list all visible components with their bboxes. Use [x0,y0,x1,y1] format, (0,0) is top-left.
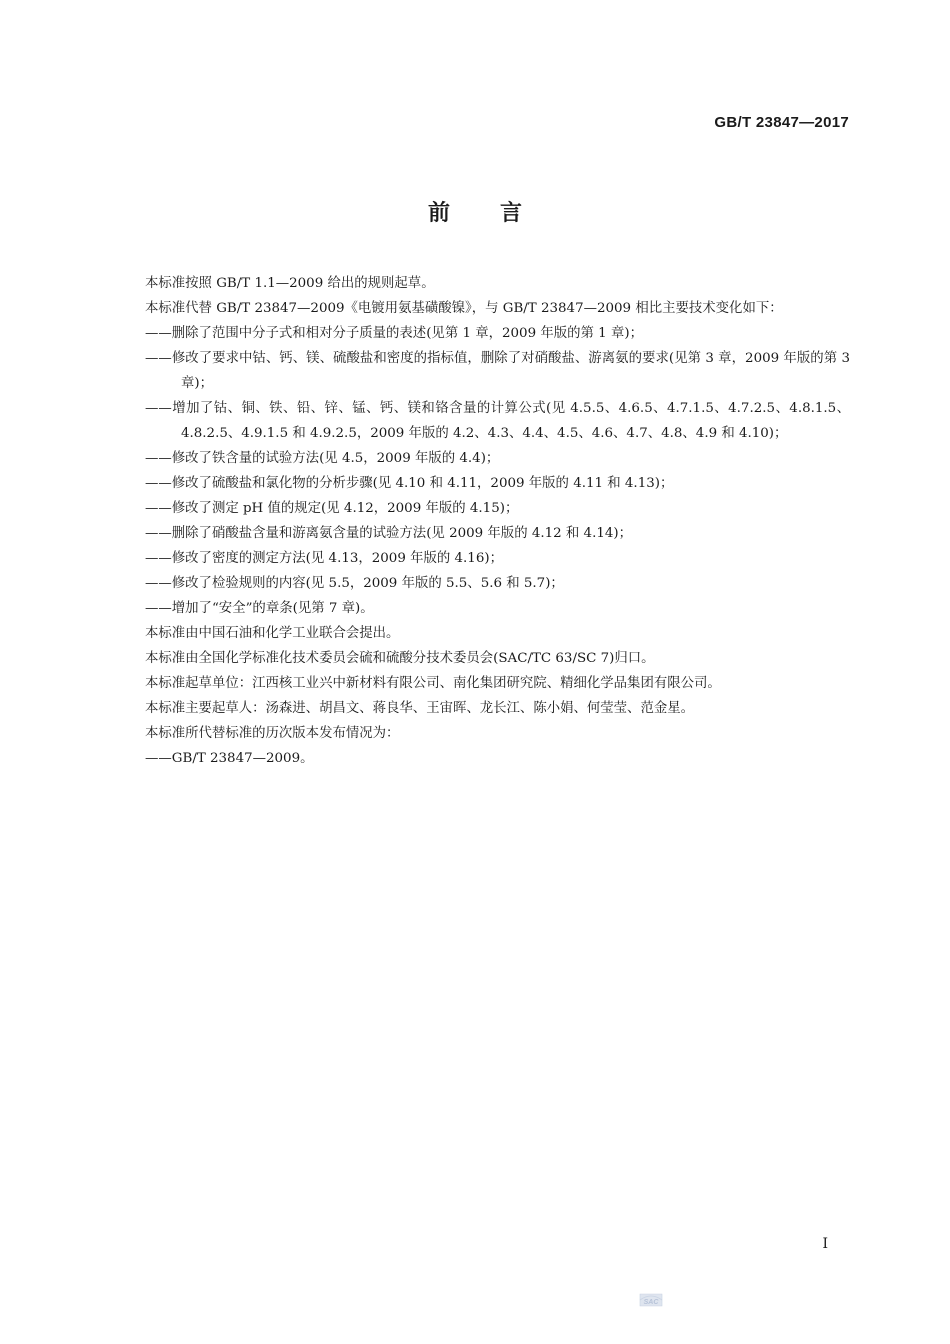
title-char-2: 言 [500,201,523,226]
sac-logo-watermark [637,1290,665,1310]
page-title [0,196,950,227]
paragraph-under-jurisdiction: 本标准由全国化学标准化技术委员会硫和硫酸分技术委员会(SAC/TC 63/SC 7)归口。 [145,651,655,666]
change-item: ——修改了要求中钴、钙、镁、硫酸盐和密度的指标值，删除了对硝酸盐、游离氨的要求(见第 3 章，2009 年版的第 3 章)； [145,351,850,391]
change-item: ——修改了测定 pH 值的规定(见 4.12，2009 年版的 4.15)； [145,501,519,516]
paragraph-replaces: 本标准代替 GB/T 23847—2009《电镀用氨基磺酸镍》，与 GB/T 23847—2009 相比主要技术变化如下： [145,301,783,316]
foreword-body [115,271,850,771]
paragraph-proposed-by: 本标准由中国石油和化学工业联合会提出。 [145,626,400,641]
paragraph-drafting-units: 本标准起草单位：江西核工业兴中新材料有限公司、南化集团研究院、精细化学品集团有限公司。 [145,676,721,691]
change-item: ——删除了硝酸盐含量和游离氨含量的试验方法(见 2009 年版的 4.12 和 4.14)； [145,526,632,541]
change-item: ——修改了密度的测定方法(见 4.13，2009 年版的 4.16)； [145,551,503,566]
page-number: I [822,1236,828,1252]
change-item: ——修改了检验规则的内容(见 5.5，2009 年版的 5.5、5.6 和 5.7)； [145,576,564,591]
change-item: ——修改了铁含量的试验方法(见 4.5，2009 年版的 4.4)； [145,451,500,466]
standard-code: GB/T 23847—2017 [714,114,849,131]
paragraph-history-intro: 本标准所代替标准的历次版本发布情况为： [145,726,400,741]
title-char-1: 前 [427,201,450,226]
change-item: ——删除了范围中分子式和相对分子质量的表述(见第 1 章，2009 年版的第 1 章)； [145,326,643,341]
svg-text:SAC: SAC [643,1299,659,1306]
change-item: ——增加了“安全”的章条(见第 7 章)。 [145,601,374,616]
change-item: ——修改了硫酸盐和氯化物的分析步骤(见 4.10 和 4.11，2009 年版的 4.11 和 4.13)； [145,476,674,491]
change-item: ——增加了钴、铜、铁、铅、锌、锰、钙、镁和铬含量的计算公式(见 4.5.5、4.6.5、4.7.1.5、4.7.2.5、4.8.1.5、4.8.2.5、4.9.1.5 和 4.9.2.5，2009 年版的 4.2、4.3、4.4、4.5、4.6、4.7、4.8、4.9 和 4.10)； [145,401,850,441]
paragraph-drafters: 本标准主要起草人：汤森进、胡昌文、蒋良华、王宙晖、龙长江、陈小娟、何莹莹、范金星。 [145,701,695,716]
history-item: ——GB/T 23847—2009。 [145,751,314,766]
paragraph-drafting-rules: 本标准按照 GB/T 1.1—2009 给出的规则起草。 [145,276,435,291]
